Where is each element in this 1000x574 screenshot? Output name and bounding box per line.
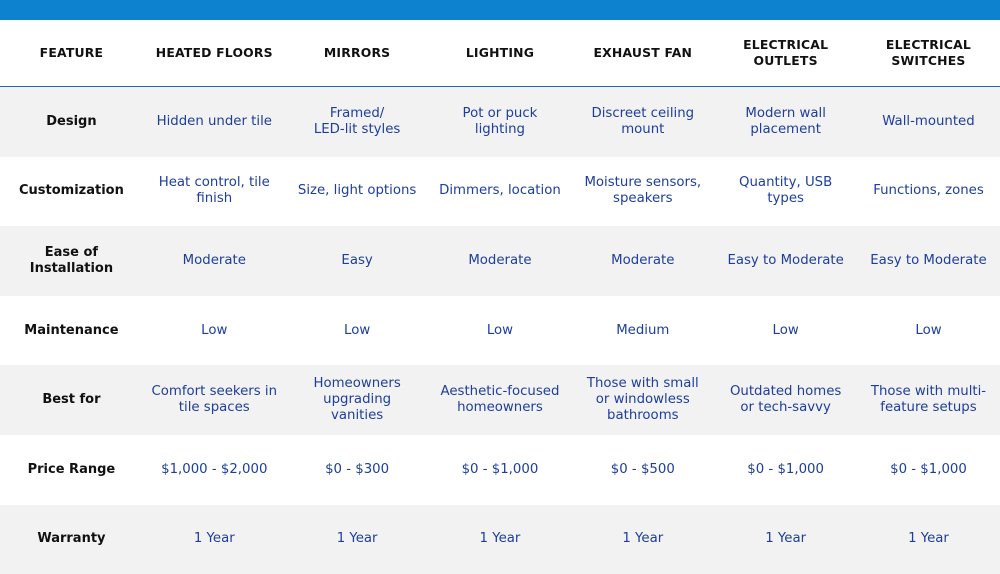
table-cell: 1 Year <box>193 531 235 547</box>
table-cell: Pot or puck lighting <box>462 105 538 137</box>
table-cell: $0 - $1,000 <box>890 461 967 477</box>
row-label: Warranty <box>37 531 106 547</box>
table-cell: 1 Year <box>908 531 949 547</box>
table-cell: $1,000 - $2,000 <box>161 461 268 477</box>
table-cell: 1 Year <box>336 531 378 547</box>
table-cell: Low <box>201 322 228 338</box>
table-body <box>0 87 1000 574</box>
table-cell: Moisture sensors, speakers <box>584 175 702 207</box>
column-header-mirrors: MIRRORS <box>323 45 391 60</box>
table-cell: Easy to Moderate <box>870 252 987 268</box>
table-cell: Easy <box>341 252 373 268</box>
table-cell: Functions, zones <box>873 183 984 199</box>
table-row-best-for <box>0 365 1000 435</box>
table-row-customization <box>0 157 1000 227</box>
table-cell: Discreet ceiling mount <box>591 105 695 137</box>
column-header-lighting: LIGHTING <box>465 45 535 60</box>
table-cell: Dimmers, location <box>439 183 561 199</box>
row-label: Ease of Installation <box>29 244 114 276</box>
table-cell: Medium <box>616 322 670 338</box>
table-cell: Hidden under tile <box>156 113 272 129</box>
table-cell: 1 Year <box>479 531 521 547</box>
table-row-price-range <box>0 435 1000 505</box>
table-cell: Size, light options <box>297 183 417 199</box>
table-cell: Those with small or windowless bathrooms <box>586 376 699 424</box>
table-cell: Quantity, USB types <box>739 175 833 207</box>
table-cell: Heat control, tile finish <box>158 175 270 207</box>
table-cell: Comfort seekers in tile spaces <box>151 384 278 416</box>
table-cell: Those with multi- feature setups <box>870 384 987 416</box>
table-cell: Moderate <box>611 252 675 268</box>
table-cell: $0 - $1,000 <box>747 461 824 477</box>
table-cell: Modern wall placement <box>745 105 826 137</box>
table-cell: $0 - $1,000 <box>461 461 539 477</box>
row-label: Best for <box>42 392 101 408</box>
row-label: Maintenance <box>24 322 119 338</box>
top-accent-bar <box>0 0 1000 20</box>
table-cell: Low <box>486 322 514 338</box>
table-cell: Low <box>772 322 799 338</box>
table-cell: Wall-mounted <box>882 113 975 129</box>
table-row-ease-of-installation <box>0 226 1000 296</box>
table-cell: 1 Year <box>765 531 807 547</box>
table-cell: $0 - $300 <box>325 461 390 477</box>
row-label: Price Range <box>27 461 116 477</box>
table-row-design <box>0 87 1000 157</box>
table-cell: Easy to Moderate <box>727 252 844 268</box>
table-row-warranty <box>0 505 1000 574</box>
table-row-maintenance <box>0 296 1000 366</box>
row-label: Design <box>46 113 97 129</box>
table-cell: Homeowners upgrading vanities <box>313 376 401 424</box>
column-header-feature: FEATURE <box>39 45 104 60</box>
table-cell: Low <box>344 322 371 338</box>
table-header-row <box>0 20 1000 87</box>
comparison-table <box>0 20 1000 574</box>
table-cell: Framed/ LED-lit styles <box>313 105 401 137</box>
table-cell: Outdated homes or tech-savvy <box>729 384 842 416</box>
table-cell: Low <box>915 322 942 338</box>
table-cell: Moderate <box>468 252 532 268</box>
table-cell: Aesthetic-focused homeowners <box>440 384 560 416</box>
table-cell: 1 Year <box>622 531 664 547</box>
column-header-heated-floors: HEATED FLOORS <box>155 45 273 60</box>
table-cell: $0 - $500 <box>610 461 675 477</box>
table-cell: Moderate <box>182 252 246 268</box>
row-label: Customization <box>18 183 124 199</box>
column-header-electrical-outlets: ELECTRICAL OUTLETS <box>743 37 829 68</box>
column-header-exhaust-fan: EXHAUST FAN <box>593 45 693 60</box>
column-header-electrical-switches: ELECTRICAL SWITCHES <box>885 37 972 68</box>
